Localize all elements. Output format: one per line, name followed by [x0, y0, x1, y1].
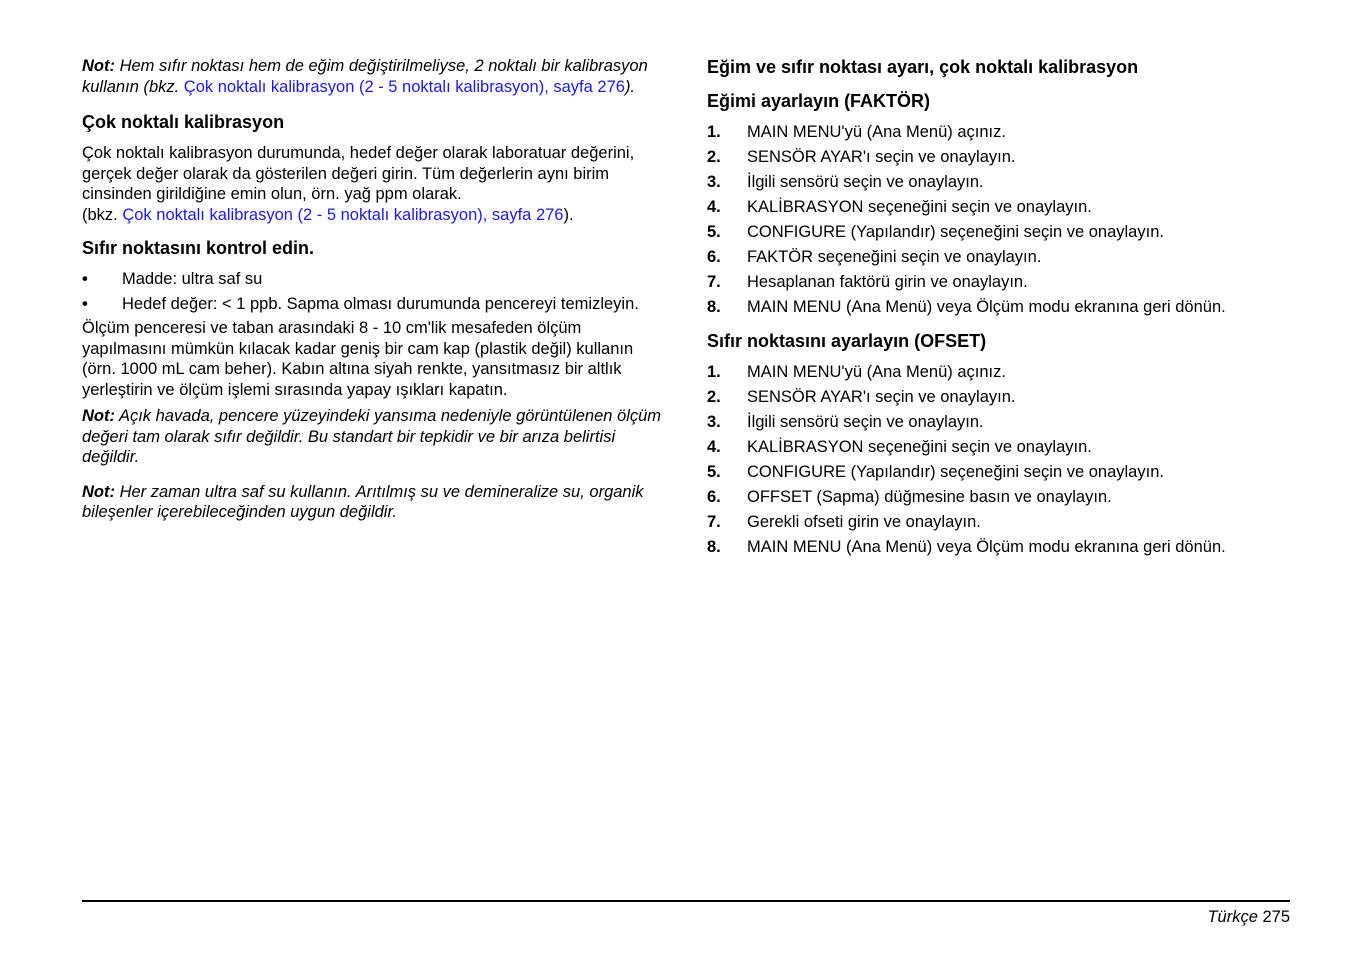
note-label: Not:: [82, 407, 115, 425]
step-text: FAKTÖR seçeneğini seçin ve onaylayın.: [747, 248, 1042, 266]
step-text: İlgili sensörü seçin ve onaylayın.: [747, 173, 984, 191]
step-text: MAIN MENU (Ana Menü) veya Ölçüm modu ekranına geri dönün.: [747, 538, 1226, 556]
step-number: 7.: [707, 273, 721, 291]
step-number: 4.: [707, 438, 721, 456]
note-text: Açık havada, pencere yüzeyindeki yansıma nedeniyle görüntülenen ölçüm değeri tam olarak sıfır değildir. Bu standart bir tepkidir ve bir arıza belirtisi değildir.: [82, 407, 662, 466]
section-heading-multipoint: Çok noktalı kalibrasyon: [82, 112, 285, 132]
multipoint-paragraph: [82, 143, 667, 225]
page-number: 275: [1262, 908, 1290, 926]
step-text: KALİBRASYON seçeneğini seçin ve onaylayın.: [747, 198, 1092, 216]
step-number: 5.: [707, 463, 721, 481]
step-text: Gerekli ofseti girin ve onaylayın.: [747, 513, 981, 531]
step-item: [707, 435, 1307, 460]
section-heading-main: Eğim ve sıfır noktası ayarı, çok noktalı kalibrasyon: [707, 57, 1139, 77]
step-item: [707, 120, 1307, 145]
multipoint-text: Çok noktalı kalibrasyon durumunda, hedef değer olarak laboratuar değerini, gerçek değer olarak da gösterilen değeri girin. Tüm değerlerin aynı birim cinsinden girildiğine emin olun, örn. yağ ppm olarak.: [82, 144, 635, 203]
step-item: [707, 170, 1307, 195]
footer-language: Türkçe: [1207, 908, 1258, 926]
list-item: [82, 269, 667, 290]
subheading-factor: Eğimi ayarlayın (FAKTÖR): [707, 91, 931, 111]
list-item-text: Madde: ultra saf su: [122, 270, 263, 288]
cross-reference-link[interactable]: Çok noktalı kalibrasyon (2 - 5 noktalı kalibrasyon), sayfa 276: [183, 77, 625, 96]
note-suffix: ).: [624, 77, 636, 96]
step-item: [707, 410, 1307, 435]
step-number: 8.: [707, 298, 721, 316]
step-number: 6.: [707, 248, 721, 266]
cross-reference-link[interactable]: Çok noktalı kalibrasyon (2 - 5 noktalı kalibrasyon), sayfa 276: [122, 205, 564, 224]
note-text: Hem sıfır noktası hem de eğim değiştirilmeliyse, 2 noktalı bir kalibrasyon kullanın (bkz.: [82, 57, 648, 96]
note-ultrapure-water: [82, 482, 667, 523]
step-item: [707, 195, 1307, 220]
step-item: [707, 535, 1307, 560]
step-number: 1.: [707, 363, 721, 381]
multipoint-ref-suffix: ).: [563, 205, 574, 224]
step-text: SENSÖR AYAR'ı seçin ve onaylayın.: [747, 148, 1016, 166]
step-number: 2.: [707, 388, 721, 406]
offset-steps-list: [707, 360, 1307, 560]
right-column: [707, 56, 1307, 560]
subheading-offset: Sıfır noktasını ayarlayın (OFSET): [707, 331, 987, 351]
page-footer: [1207, 908, 1290, 927]
step-item: [707, 220, 1307, 245]
step-text: MAIN MENU'yü (Ana Menü) açınız.: [747, 363, 1006, 381]
bullet-marker: •: [82, 270, 88, 288]
note-label: Not:: [82, 57, 115, 75]
step-number: 3.: [707, 173, 721, 191]
note-two-point: [82, 56, 667, 97]
step-item: [707, 510, 1307, 535]
bullet-list: [82, 269, 667, 314]
step-number: 4.: [707, 198, 721, 216]
step-number: 1.: [707, 123, 721, 141]
step-item: [707, 270, 1307, 295]
step-number: 5.: [707, 223, 721, 241]
bullet-marker: •: [82, 294, 88, 313]
step-text: İlgili sensörü seçin ve onaylayın.: [747, 413, 984, 431]
left-column: [82, 56, 667, 523]
list-item: [82, 294, 667, 315]
step-text: CONFIGURE (Yapılandır) seçeneğini seçin ve onaylayın.: [747, 463, 1164, 481]
step-text: KALİBRASYON seçeneğini seçin ve onaylayın.: [747, 438, 1092, 456]
step-text: MAIN MENU'yü (Ana Menü) açınız.: [747, 123, 1006, 141]
section-heading-zero-check: Sıfır noktasını kontrol edin.: [82, 238, 315, 258]
step-number: 8.: [707, 538, 721, 556]
note-text: Her zaman ultra saf su kullanın. Arıtılmış su ve demineralize su, organik bileşenler içerebileceğinden uygun değildir.: [82, 482, 644, 521]
step-text: MAIN MENU (Ana Menü) veya Ölçüm modu ekranına geri dönün.: [747, 298, 1226, 316]
step-item: [707, 145, 1307, 170]
step-number: 7.: [707, 513, 721, 531]
list-item-text: Hedef değer: < 1 ppb. Sapma olması durumunda pencereyi temizleyin.: [122, 294, 639, 313]
step-text: SENSÖR AYAR'ı seçin ve onaylayın.: [747, 388, 1016, 406]
step-item: [707, 245, 1307, 270]
step-item: [707, 485, 1307, 510]
step-number: 6.: [707, 488, 721, 506]
step-item: [707, 460, 1307, 485]
step-number: 3.: [707, 413, 721, 431]
zero-check-paragraph: Ölçüm penceresi ve taban arasındaki 8 - 10 cm'lik mesafeden ölçüm yapılmasını mümkün kılacak kadar geniş bir cam kap (plastik değil) kullanın (örn. 1000 mL cam beher). Kabın altına siyah renkte, yansıtmasız bir altlık yerleştirin ve ölçüm işlemi sırasında yapay ışıkları kapatın.: [82, 319, 634, 399]
factor-steps-list: [707, 120, 1307, 320]
footer-divider: [82, 900, 1290, 902]
multipoint-ref-prefix: (bkz.: [82, 205, 123, 224]
step-text: OFFSET (Sapma) düğmesine basın ve onaylayın.: [747, 488, 1112, 506]
step-item: [707, 360, 1307, 385]
note-open-air: [82, 406, 667, 468]
step-text: CONFIGURE (Yapılandır) seçeneğini seçin ve onaylayın.: [747, 223, 1164, 241]
note-label: Not:: [82, 482, 115, 501]
step-item: [707, 295, 1307, 320]
step-text: Hesaplanan faktörü girin ve onaylayın.: [747, 273, 1028, 291]
step-number: 2.: [707, 148, 721, 166]
step-item: [707, 385, 1307, 410]
